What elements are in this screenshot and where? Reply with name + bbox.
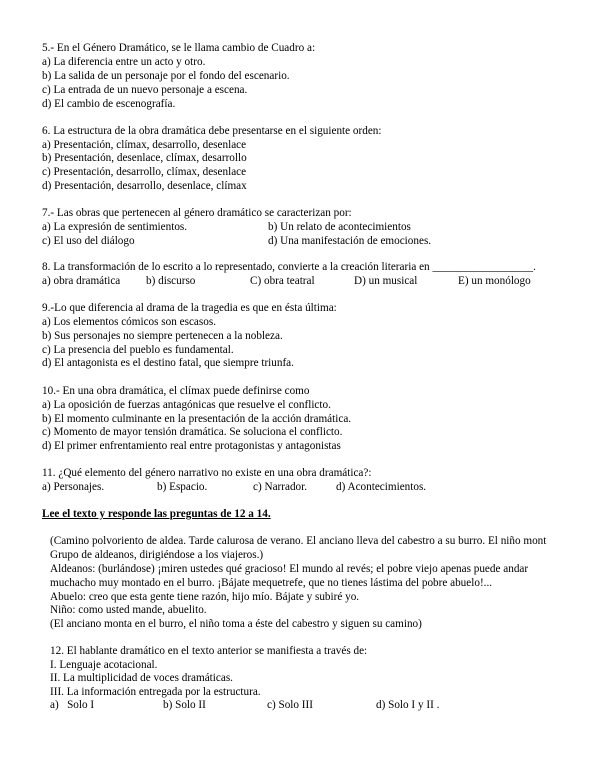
q11-option-b: b) Espacio.: [157, 481, 208, 493]
q7-option-a: a) La expresión de sentimientos.: [42, 221, 188, 233]
q9-option-c: c) La presencia del pueblo es fundamental.: [42, 344, 234, 356]
passage-line-6: Niño: como usted mande, abuelito.: [50, 604, 207, 616]
q9-stem: 9.-Lo que diferencia al drama de la tragedia es que en ésta última:: [42, 302, 337, 314]
q12-option-a: a) Solo I: [50, 699, 95, 711]
q10-option-b: b) El momento culminante en la presentación de la acción dramática.: [42, 413, 352, 425]
q6-option-c: c) Presentación, desarrollo, clímax, desenlace: [42, 166, 247, 178]
q12-statement-3: III. La información entregada por la estructura.: [50, 686, 261, 698]
q8-option-a: a) obra dramática: [42, 275, 121, 287]
q10-stem: 10.- En una obra dramática, el clímax puede definirse como: [42, 385, 310, 397]
q5-option-c: c) La entrada de un nuevo personaje a escena.: [42, 84, 248, 96]
passage-line-7: (El anciano monta en el burro, el niño toma a éste del cabestro y siguen su camino): [50, 618, 422, 630]
passage-line-5: Abuelo: creo que esta gente tiene razón, hijo mío. Bájate y subiré yo.: [50, 591, 360, 603]
q11-option-a: a) Personajes.: [42, 481, 105, 493]
q6-option-b: b) Presentación, desenlace, clímax, desarrollo: [42, 152, 247, 164]
q12-statement-1: I. Lenguaje acotacional.: [50, 659, 158, 671]
q12-statement-2: II. La multiplicidad de voces dramáticas.: [50, 672, 233, 684]
passage-line-3: Aldeanos: (burlándose) ¡miren ustedes qué gracioso! El mundo al revés; el pobre viejo apenas puede andar: [50, 563, 529, 575]
q8-option-b: b) discurso: [146, 275, 196, 287]
q10-option-d: d) El primer enfrentamiento real entre protagonistas y antagonistas: [42, 440, 341, 452]
q11-option-d: d) Acontecimientos.: [336, 481, 427, 493]
q5-option-d: d) El cambio de escenografía.: [42, 98, 176, 110]
q7-stem: 7.- Las obras que pertenecen al género dramático se caracterizan por:: [42, 207, 352, 219]
q6-option-a: a) Presentación, clímax, desarrollo, desenlace: [42, 139, 247, 151]
q12-stem: 12. El hablante dramático en el texto anterior se manifiesta a través de:: [50, 645, 368, 657]
q10-option-a: a) La oposición de fuerzas antagónicas que resuelve el conflicto.: [42, 399, 331, 411]
q8-option-e: E) un monólogo: [458, 275, 531, 287]
q11-option-c: c) Narrador.: [253, 481, 308, 493]
q9-option-d: d) El antagonista es el destino fatal, que siempre triunfa.: [42, 357, 294, 369]
q7-option-c: c) El uso del diálogo: [42, 235, 135, 247]
passage-line-2: Grupo de aldeanos, dirigiéndose a los viajeros.): [50, 549, 264, 561]
q7-option-d: d) Una manifestación de emociones.: [268, 235, 432, 247]
q10-option-c: c) Momento de mayor tensión dramática. Se soluciona el conflicto.: [42, 426, 343, 438]
q6-stem: 6. La estructura de la obra dramática debe presentarse en el siguiente orden:: [42, 125, 382, 137]
q8-stem: 8. La transformación de lo escrito a lo representado, convierte a la creación literaria en __________________.: [42, 261, 536, 273]
reading-instruction: Lee el texto y responde las preguntas de 12 a 14.: [42, 508, 271, 520]
q11-stem: 11. ¿Qué elemento del género narrativo no existe en una obra dramática?:: [42, 467, 372, 479]
q9-option-a: a) Los elementos cómicos son escasos.: [42, 316, 216, 328]
q5-option-b: b) La salida de un personaje por el fondo del escenario.: [42, 70, 290, 82]
q5-stem: 5.- En el Género Dramático, se le llama cambio de Cuadro a:: [42, 42, 316, 54]
q12-option-c: c) Solo III: [267, 699, 313, 711]
passage-line-4: muchacho muy montado en el burro. ¡Bájate mequetrefe, que no tienes lástima del pobre abuelo!...: [50, 577, 493, 589]
q7-option-b: b) Un relato de acontecimientos: [268, 221, 411, 233]
q12-option-b: b) Solo II: [163, 699, 206, 711]
q5-option-a: a) La diferencia entre un acto y otro.: [42, 56, 206, 68]
passage-line-1: (Camino polvoriento de aldea. Tarde calurosa de verano. El anciano lleva del cabestro a su burro. El niño mont: [50, 535, 547, 547]
q8-option-c: C) obra teatral: [250, 275, 315, 287]
q6-option-d: d) Presentación, desarrollo, desenlace, clímax: [42, 180, 247, 192]
q9-option-b: b) Sus personajes no siempre pertenecen a la nobleza.: [42, 330, 283, 342]
q12-option-d: d) Solo I y II .: [376, 699, 440, 711]
q8-option-d: D) un musical: [354, 275, 418, 287]
